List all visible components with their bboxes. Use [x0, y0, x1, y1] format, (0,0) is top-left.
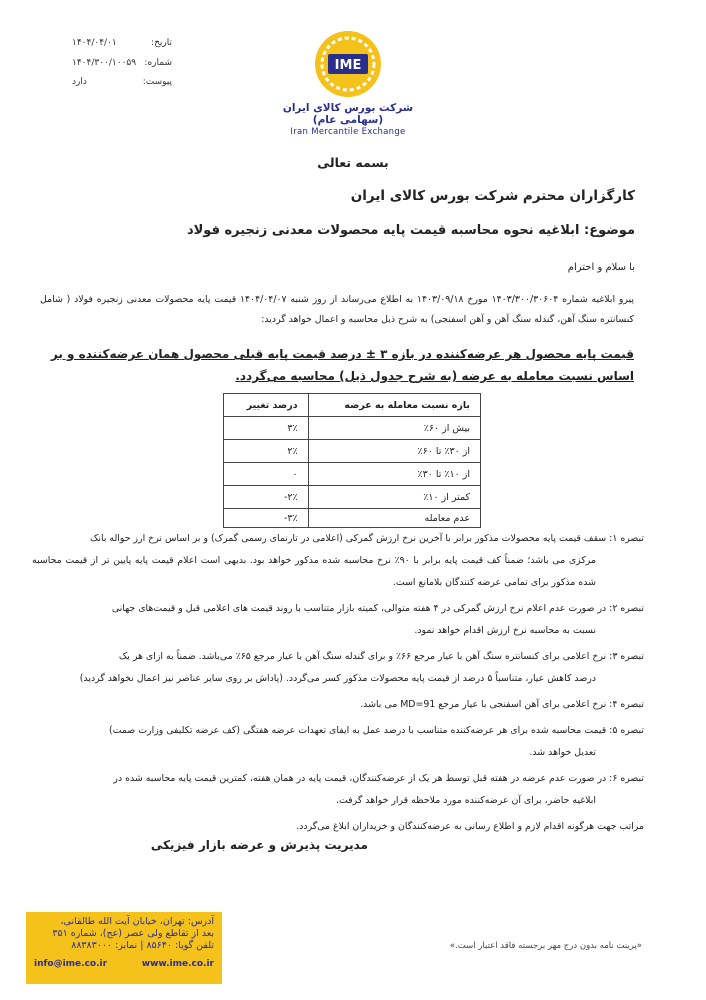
logo-mark-text: IME [334, 58, 362, 73]
notes-section [32, 528, 644, 842]
table-header-row [224, 394, 481, 417]
ime-logo-icon [314, 30, 382, 98]
company-name-en: Iran Mercantile Exchange [290, 127, 406, 137]
change-cell: ۲٪ [224, 440, 309, 463]
note-continuation: مرکزی می باشد؛ ضمناً کف قیمت پایه برابر با ۹۰٪ نرخ محاسبه شده مذکور خواهد بود. بدیهی است اعلام قیمت پایه پایین تر از قیمت محاسبه شده مذکور برای تمامی عرضه کنندگان بلامانع است. [32, 555, 596, 588]
range-cell: کمتر از ۱۰٪ [308, 486, 480, 509]
number-value: ۱۴۰۴/۳۰۰/۱۰۰۵۹ [72, 57, 137, 68]
company-logo [264, 30, 432, 137]
subject-line: موضوع: ابلاغیه نحوه محاسبه قیمت پایه محصولات معدنی زنجیره فولاد [186, 223, 635, 238]
attachment-row [72, 73, 172, 93]
note-first-line: تبصره ۳: نرخ اعلامی برای کنسانتره سنگ آهن با عیار مرجع ۶۶٪ و برای گندله سنگ آهن با عیار مرجع ۶۵٪ می‌باشد. ضمناً به ازای هر یک [118, 651, 644, 662]
table-row [224, 417, 481, 440]
addressee: کارگزاران محترم شرکت بورس کالای ایران [350, 188, 635, 204]
intro-paragraph: پیرو ابلاغیه شماره ۱۴۰۳/۳۰۰/۳۰۶۰۴ مورخ ۱۴۰۳/۰۹/۱۸ به اطلاع می‌رساند از روز شنبه ۱۴۰۴/۰۴/۰۷ قیمت پایه محصولات معدنی زنجیره فولاد ( شامل کنسانتره سنگ آهن، گندله سنگ آهن و آهن اسفنجی) به شرح ذیل محاسبه و اعمال خواهد گردید: [40, 294, 634, 325]
signature-department: مدیریت پذیرش و عرضه بازار فیزیکی [150, 838, 368, 852]
range-cell: بیش از ۶۰٪ [308, 417, 480, 440]
note-continuation: ابلاغیه حاضر، برای آن عرضه‌کننده مورد ملاحظه قرار خواهد گرفت. [335, 795, 596, 806]
website-link[interactable]: www.ime.co.ir [141, 959, 214, 969]
phone-line: تلفن گویا: ۸۵۶۴۰ | نمابر: ۸۸۳۸۳۰۰۰ [71, 940, 214, 951]
note-first-line: تبصره ۱: سقف قیمت پایه محصولات مذکور برابر با آخرین نرخ ارزش گمرکی (اعلامی در تارنمای رسمی گمرک) و بر اساس نرخ ارز حواله بانک [89, 533, 644, 544]
address-line-1: آدرس: تهران، خیابان آیت الله طالقانی، [60, 916, 214, 927]
footer-address-box [26, 912, 222, 984]
table-row [224, 509, 481, 528]
date-label: تاریخ: [151, 38, 172, 48]
bismillah-heading: بسمه تعالی [317, 155, 389, 170]
note-1 [32, 528, 644, 594]
email-link[interactable]: info@ime.co.ir [34, 959, 108, 969]
range-cell: از ۳۰٪ تا ۶۰٪ [308, 440, 480, 463]
letter-meta [72, 34, 172, 93]
note-continuation: تعدیل خواهد شد. [529, 747, 596, 758]
range-cell: از ۱۰٪ تا ۳۰٪ [308, 463, 480, 486]
attachment-value: دارد [72, 77, 87, 87]
note-5 [32, 720, 644, 764]
change-cell: ۰ [224, 463, 309, 486]
footer-web-row [34, 958, 214, 970]
closing-text: مراتب جهت هرگونه اقدام لازم و اطلاع رسانی به عرضه‌کنندگان و خریداران ابلاغ می‌گردد. [296, 821, 644, 832]
date-value: ۱۴۰۴/۰۴/۰۱ [72, 38, 117, 48]
note-6 [32, 768, 644, 812]
table-row [224, 486, 481, 509]
table-row [224, 440, 481, 463]
change-cell: -۲٪ [224, 486, 309, 509]
address-line-2: بعد از تقاطع ولی عصر (عج)، شماره ۳۵۱ [52, 928, 214, 939]
note-continuation: نسبت به محاسبه نرخ ارزش اقدام خواهد نمود. [414, 625, 596, 636]
header-change: درصد تغییر [224, 394, 309, 417]
number-label: شماره: [144, 57, 172, 68]
company-name-fa: شرکت بورس کالای ایران (سهامی عام) [282, 102, 414, 126]
rate-table [223, 393, 481, 528]
note-first-line: تبصره ۲: در صورت عدم اعلام نرخ ارزش گمرکی در ۴ هفته متوالی، کمیته بازار متناسب با روند قیمت های اعلامی قبل و قیمت‌های جهانی [111, 603, 644, 614]
number-row [72, 54, 172, 74]
closing-line [32, 816, 644, 838]
change-cell: ۳٪ [224, 417, 309, 440]
note-first-line: تبصره ۵: قیمت محاسبه شده برای هر عرضه‌کننده متناسب با درصد عمل به ایفای تعهدات عرضه هفتگی (کف عرضه تکلیفی وزارت صمت) [109, 725, 644, 736]
stamp-validity-note: «پرینت نامه بدون درج مهر برجسته فاقد اعتبار است.» [449, 941, 642, 951]
range-cell: عدم معامله [308, 509, 480, 528]
emphasis-paragraph: قیمت پایه محصول هر عرضه‌کننده در بازه ۳ ± درصد قیمت پایه قبلی محصول همان عرضه‌کننده و بر اساس نسبت معامله به عرضه (به شرح جدول ذیل) محاسبه می‌گردد. [50, 347, 634, 383]
change-cell: -۳٪ [224, 509, 309, 528]
note-first-line: تبصره ۶: در صورت عدم عرضه در هفته قبل توسط هر یک از عرضه‌کنندگان، قیمت پایه در همان هفته، کمترین قیمت پایه محاسبه شده در [113, 773, 644, 784]
note-continuation: درصد کاهش عیار، متناسباً ۵ درصد از قیمت پایه محصولات مذکور کسر می‌گردد. (پاداش بر روی سایر عناصر نیز اعمال نخواهد گردید) [79, 673, 596, 684]
note-3 [32, 646, 644, 690]
note-4 [32, 694, 644, 716]
note-2 [32, 598, 644, 642]
table-row [224, 463, 481, 486]
greeting: با سلام و احترام [567, 262, 635, 273]
attachment-label: پیوست: [142, 77, 172, 87]
note-first-line: تبصره ۴: نرخ اعلامی برای آهن اسفنجی با عیار مرجع MD=91 می باشد. [360, 699, 644, 710]
header-range: بازه نسبت معامله به عرضه [308, 394, 480, 417]
date-row [72, 34, 172, 54]
